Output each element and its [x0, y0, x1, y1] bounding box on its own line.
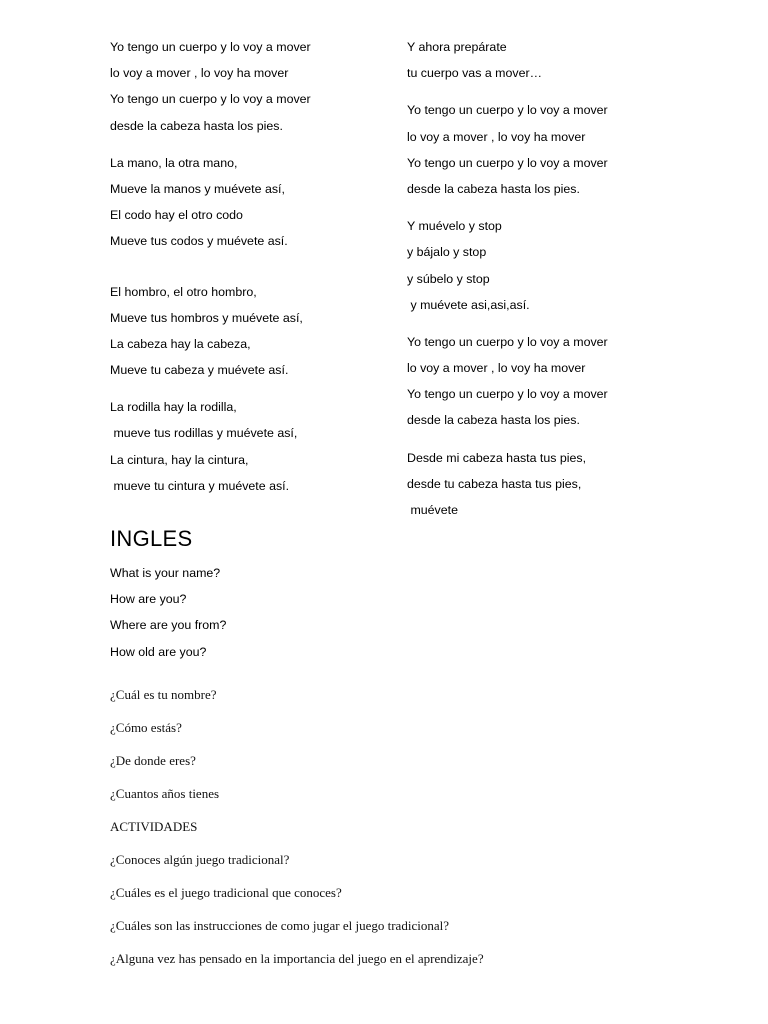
lyric-line: lo voy a mover , lo voy ha mover	[407, 361, 586, 376]
stanza-gap	[110, 255, 390, 279]
lyric-line: La cabeza hay la cabeza,	[110, 336, 251, 351]
activity-question: ¿Cuáles son las instrucciones de como jugar el juego tradicional?	[110, 918, 449, 933]
lyric-line: Mueve tus codos y muévete así.	[110, 234, 288, 249]
lyric-line: Mueve tus hombros y muévete así,	[110, 310, 303, 325]
stanza	[110, 34, 390, 139]
stanza	[407, 34, 697, 86]
lyric-line: Desde mi cabeza hasta tus pies,	[407, 450, 587, 465]
lyric-line: Mueve la manos y muévete así,	[110, 181, 285, 196]
stanza	[407, 445, 697, 524]
stanza-gap	[407, 86, 697, 97]
lyric-line: lo voy a mover , lo voy ha mover	[407, 129, 586, 144]
question-line: How old are you?	[110, 644, 207, 659]
stanza	[407, 329, 697, 434]
lyric-line: Y ahora prepárate	[407, 40, 507, 54]
section-heading-ingles: INGLES	[110, 526, 193, 551]
stanza-gap	[407, 202, 697, 213]
lyric-line: mueve tu cintura y muévete así.	[110, 478, 290, 493]
lyric-line: y muévete asi,asi,así.	[407, 297, 530, 312]
translations-and-activities	[110, 678, 484, 975]
question-line: What is your name?	[110, 566, 221, 580]
activities-heading: ACTIVIDADES	[110, 819, 198, 834]
stanza	[407, 97, 697, 202]
lyric-line: La mano, la otra mano,	[110, 155, 238, 170]
lyric-line: y bájalo y stop	[407, 245, 487, 260]
song-right-column	[407, 34, 697, 523]
lyric-line: mueve tus rodillas y muévete así,	[110, 426, 298, 441]
question-line: How are you?	[110, 592, 187, 607]
stanza-gap	[407, 434, 697, 445]
lyric-line: La rodilla hay la rodilla,	[110, 400, 237, 415]
activity-question: ¿Cuáles es el juego tradicional que conoces?	[110, 885, 342, 900]
lyric-line: El codo hay el otro codo	[110, 208, 243, 223]
lyric-line: Yo tengo un cuerpo y lo voy a mover	[407, 155, 608, 170]
lyric-line: Yo tengo un cuerpo y lo voy a mover	[110, 92, 311, 107]
stanza	[110, 394, 390, 499]
lyric-line: Mueve tu cabeza y muévete así.	[110, 363, 289, 378]
lyric-line: La cintura, hay la cintura,	[110, 452, 249, 467]
translation-line: ¿Cómo estás?	[110, 720, 182, 735]
song-left-column	[110, 34, 390, 499]
stanza	[110, 150, 390, 255]
lyric-line: desde la cabeza hasta los pies.	[407, 413, 580, 428]
english-questions	[110, 560, 226, 665]
translation-line: ¿Cuantos años tienes	[110, 786, 220, 801]
lyric-line: desde la cabeza hasta los pies.	[407, 181, 580, 196]
stanza-gap	[110, 383, 390, 394]
lyric-line: y súbelo y stop	[407, 271, 490, 286]
lyric-line: muévete	[407, 503, 458, 517]
translation-line: ¿De donde eres?	[110, 753, 196, 768]
stanza	[407, 213, 697, 318]
lyric-line: desde tu cabeza hasta tus pies,	[407, 476, 582, 491]
stanza-gap	[110, 139, 390, 150]
lyric-line: tu cuerpo vas a mover…	[407, 66, 542, 81]
question-line: Where are you from?	[110, 618, 227, 633]
lyric-line: Y muévelo y stop	[407, 219, 502, 234]
lyric-line: desde la cabeza hasta los pies.	[110, 118, 283, 133]
lyric-line: Yo tengo un cuerpo y lo voy a mover	[407, 387, 608, 402]
lyric-line: El hombro, el otro hombro,	[110, 284, 257, 299]
lyric-line: Yo tengo un cuerpo y lo voy a mover	[407, 103, 608, 118]
stanza-gap	[407, 318, 697, 329]
stanza	[110, 279, 390, 384]
activity-question: ¿Conoces algún juego tradicional?	[110, 852, 290, 867]
activity-question: ¿Alguna vez has pensado en la importancia del juego en el aprendizaje?	[110, 951, 484, 966]
lyric-line: Yo tengo un cuerpo y lo voy a mover	[407, 334, 608, 349]
lyric-line: lo voy a mover , lo voy ha mover	[110, 66, 289, 81]
translation-line: ¿Cuál es tu nombre?	[110, 687, 217, 702]
lyric-line: Yo tengo un cuerpo y lo voy a mover	[110, 40, 311, 54]
